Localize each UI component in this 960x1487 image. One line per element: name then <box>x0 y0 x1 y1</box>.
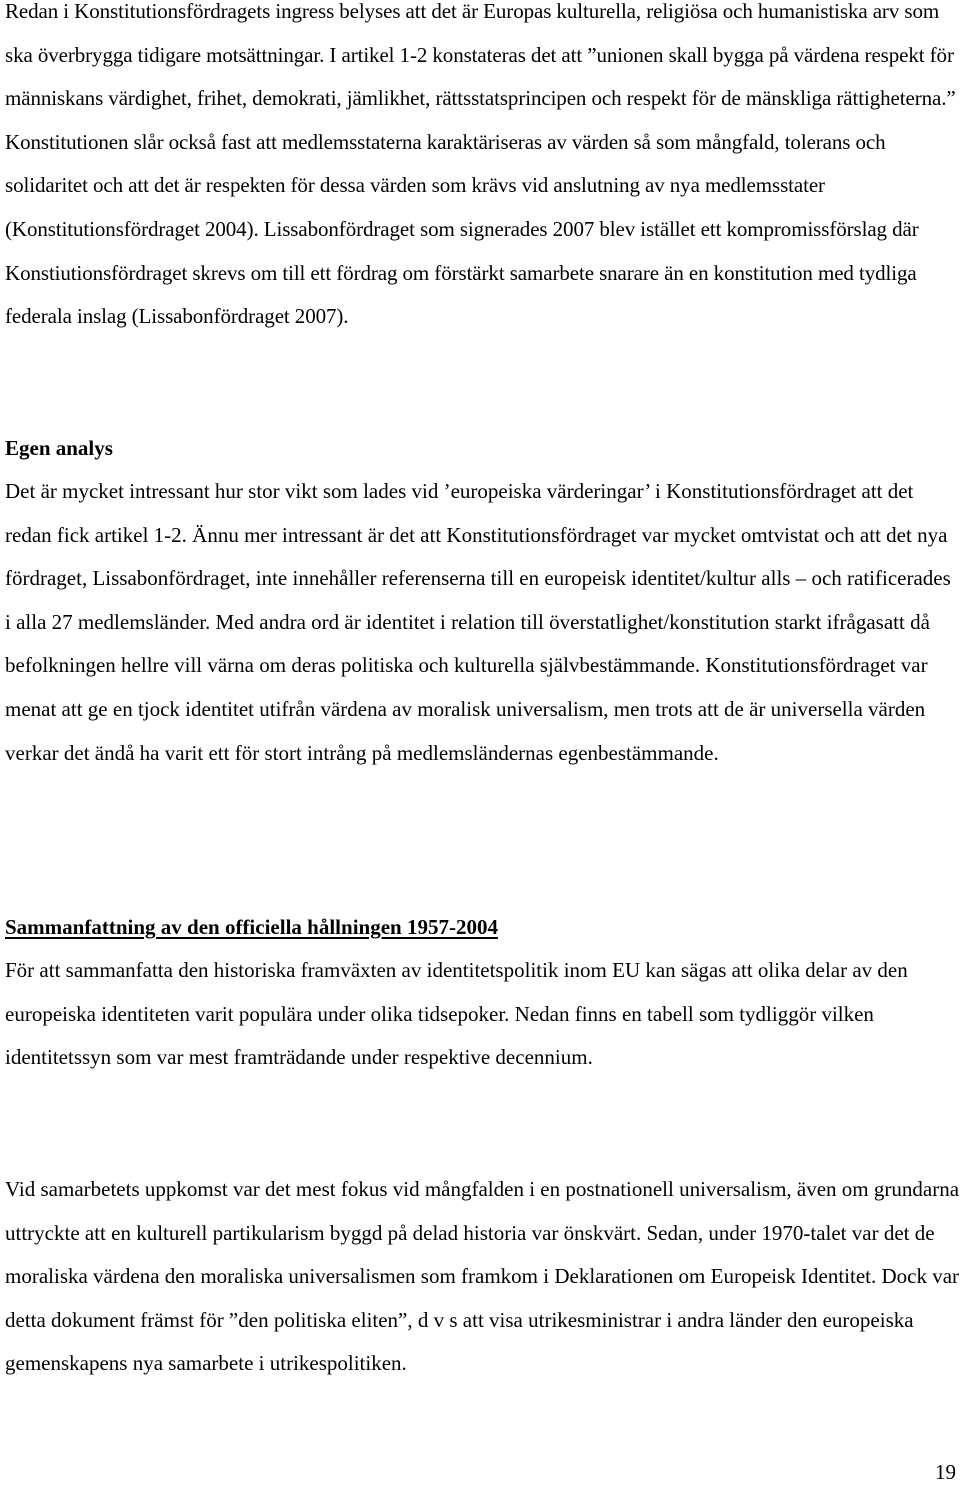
page-number: 19 <box>935 1460 956 1484</box>
paragraph-own-analysis: Det är mycket intressant hur stor vikt som lades vid ’europeiska värderingar’ i Konstitutionsfördraget att det redan fick artikel 1-2. Ännu mer intressant är det att Konstitutionsfördraget var mycket omtvistat och att det nya fördraget, Lissabonfördraget, inte innehåller referenserna till en europeisk identitet/kultur alls – och ratificerades i alla 27 medlemsländer. Med andra ord är identitet i relation till överstatlighet/konstitution starkt ifrågasatt då befolkningen hellre vill värna om deras politiska och kulturella självbestämmande. Konstitutionsfördraget var menat att ge en tjock identitet utifrån värdena av moralisk universalism, men trots att de är universella värden verkar det ändå ha varit ett för stort intrång på medlemsländernas egenbestämmande. <box>5 479 951 765</box>
heading-own-analysis: Egen analys <box>5 436 113 460</box>
paragraph-cooperation-origins: Vid samarbetets uppkomst var det mest fokus vid mångfalden i en postnationell universalism, även om grundarna uttryckte att en kulturell partikularism byggd på delad historia var önskvärt. Sedan, under 1970-talet var det de moraliska värdena den moraliska universalismen som framkom i Deklarationen om Europeisk Identitet. Dock var detta dokument främst för ”den politiska eliten”, d v s att visa utrikesministrar i andra länder den europeiska gemenskapens nya samarbete i utrikespolitiken. <box>5 1177 960 1376</box>
paragraph-constitution-preamble: Redan i Konstitutionsfördragets ingress belyses att det är Europas kulturella, religiösa och humanistiska arv som ska överbrygga tidigare motsättningar. I artikel 1-2 konstateras det att ”unionen skall bygga på värdena respekt för människans värdighet, frihet, demokrati, jämlikhet, rättsstatsprincipen och respekt för de mänskliga rättigheterna.” Konstitutionen slår också fast att medlemsstaterna karaktäriseras av värden så som mångfald, tolerans och solidaritet och att det är respekten för dessa värden som krävs vid anslutning av nya medlemsstater (Konstitutionsfördraget 2004). Lissabonfördraget som signerades 2007 blev istället ett kompromissförslag där Konstiutionsfördraget skrevs om till ett fördrag om förstärkt samarbete snarare än en konstitution med tydliga federala inslag (Lissabonfördraget 2007). <box>5 0 956 329</box>
heading-official-stance-summary: Sammanfattning av den officiella hållningen 1957-2004 <box>5 915 498 939</box>
paragraph-summary-intro: För att sammanfatta den historiska framväxten av identitetspolitik inom EU kan sägas att olika delar av den europeiska identiteten varit populära under olika tidsepoker. Nedan finns en tabell som tydliggör vilken identitetssyn som var mest framträdande under respektive decennium. <box>5 958 908 1070</box>
